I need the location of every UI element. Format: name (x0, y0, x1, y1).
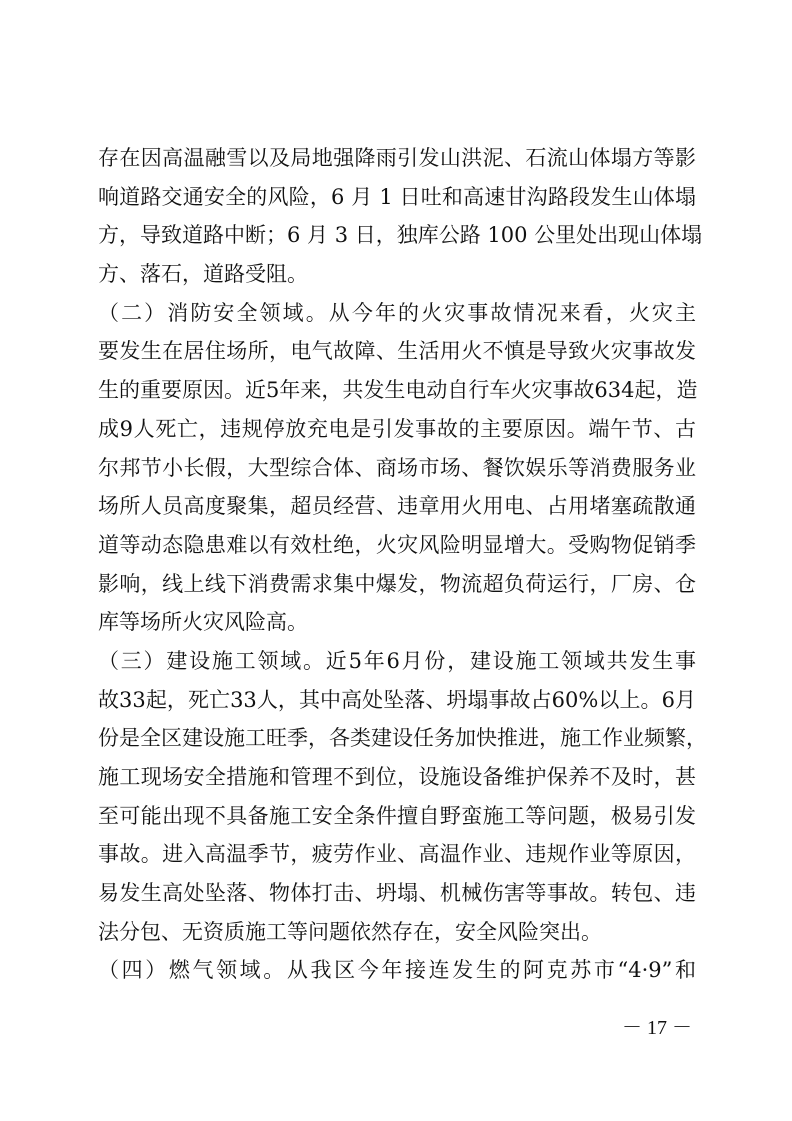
text-line: 事故。进入高温季节，疲劳作业、高温作业、违规作业等原因， (98, 842, 696, 867)
text-line: 份是全区建设施工旺季，各类建设任务加快推进，施工作业频繁， (98, 726, 707, 751)
text-line: （三）建设施工领域。近5年6月份，建设施工领域共发生事 (98, 648, 696, 673)
text-line: 成9人死亡，违规停放充电是引发事故的主要原因。端午节、古 (98, 416, 696, 441)
document-body (98, 139, 707, 990)
text-line: 法分包、无资质施工等问题依然存在，安全风险突出。 (98, 919, 602, 944)
text-line: 生的重要原因。近5年来，共发生电动自行车火灾事故634起，造 (98, 378, 698, 403)
text-line: 响道路交通安全的风险，6 月 1 日吐和高速甘沟路段发生山体塌 (98, 184, 696, 209)
text-line: 方、落石，道路受阻。 (98, 262, 308, 287)
text-line: 方，导致道路中断；6 月 3 日，独库公路 100 公里处出现山体塌 (98, 223, 703, 248)
text-line: 道等动态隐患难以有效杜绝，火灾风险明显增大。受购物促销季 (98, 532, 696, 557)
text-line: 场所人员高度聚集，超员经营、违章用火用电、占用堵塞疏散通 (98, 494, 696, 519)
text-line: 至可能出现不具备施工安全条件擅自野蛮施工等问题，极易引发 (98, 803, 696, 828)
text-line: 尔邦节小长假，大型综合体、商场市场、餐饮娱乐等消费服务业 (98, 455, 696, 480)
text-line: （二）消防安全领域。从今年的火灾事故情况来看，火灾主 (98, 300, 696, 325)
text-line: 要发生在居住场所，电气故障、生活用火不慎是导致火灾事故发 (98, 339, 696, 364)
page-number: － 17 － (622, 1017, 692, 1039)
text-line: （四）燃气领域。从我区今年接连发生的阿克苏市“4·9”和 (98, 958, 696, 983)
text-line: 易发生高处坠落、物体打击、坍塌、机械伤害等事故。转包、违 (98, 881, 696, 906)
text-line: 影响，线上线下消费需求集中爆发，物流超负荷运行，厂房、仓 (98, 571, 696, 596)
text-line: 施工现场安全措施和管理不到位，设施设备维护保养不及时，甚 (98, 765, 696, 789)
text-line: 故33起，死亡33人，其中高处坠落、坍塌事故占60%以上。6月 (98, 687, 696, 712)
text-line: 存在因高温融雪以及局地强降雨引发山洪泥、石流山体塌方等影 (98, 146, 696, 170)
text-line: 库等场所火灾风险高。 (98, 610, 308, 635)
